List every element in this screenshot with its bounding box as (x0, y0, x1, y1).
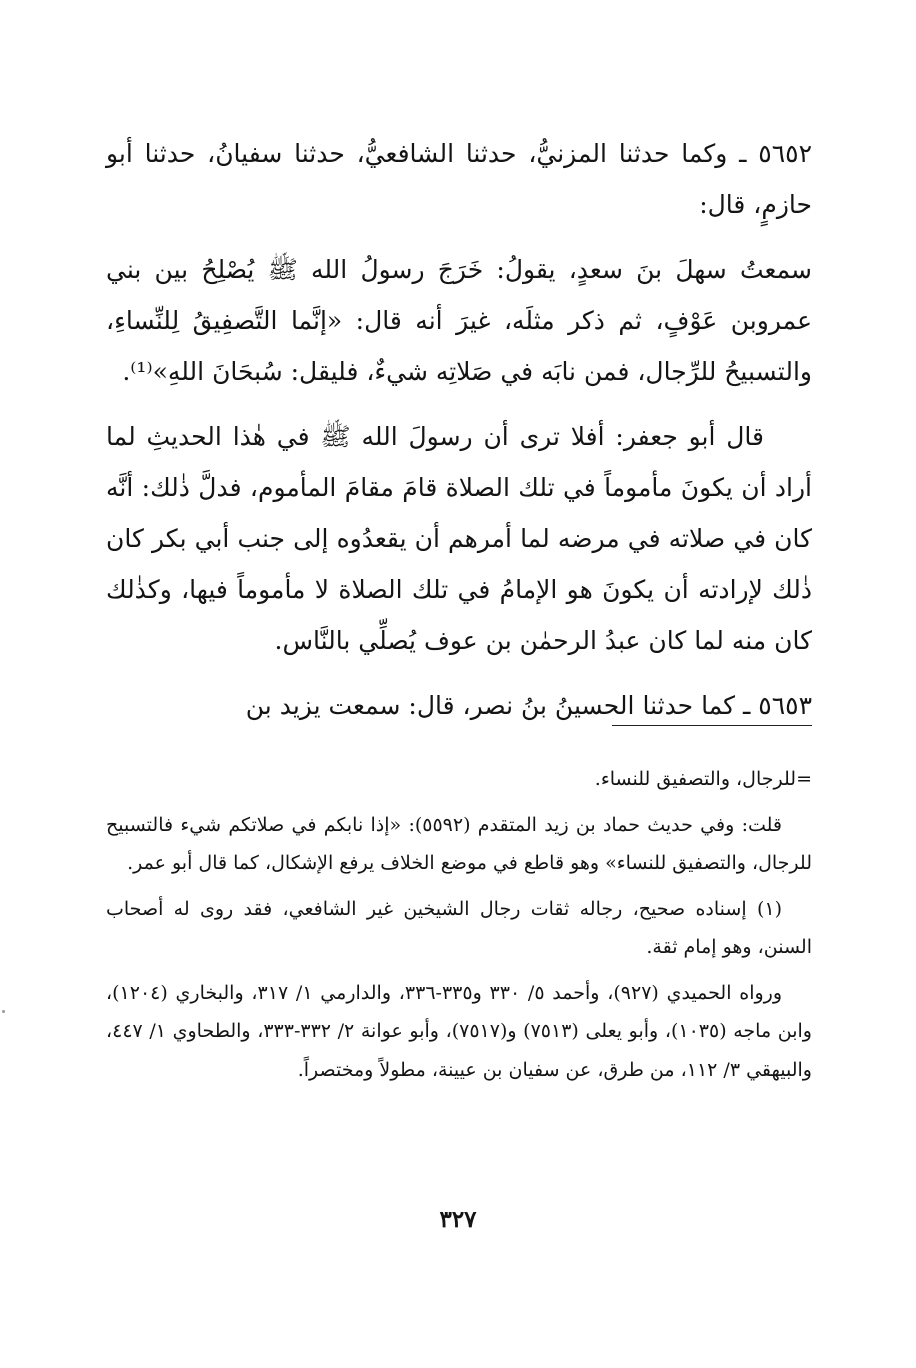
scan-speck (2, 1010, 5, 1013)
main-text (106, 128, 812, 745)
hadith-5652-matn: سمعتُ سهلَ بنَ سعدٍ، يقولُ: خَرَجَ رسولُ الله ﷺ يُصْلِحُ بين بني عمروبن عَوْفٍ، ثم ذكر مثلَه، غيرَ أنه قال: «إنَّما التَّصفِيقُ لِلنِّساءِ، والتسبيحُ للرِّجال، فمن نابَه في صَلاتِه شيءٌ، فليقل: سُبحَانَ اللهِ»⁽¹⁾. (106, 255, 812, 386)
footnote-1: (١) إسناده صحيح، رجاله ثقات رجال الشيخين غير الشافعي، فقد روى له أصحاب السنن، وهو إمام ثقة. (106, 897, 812, 958)
hadith-5652-isnad: ٥٦٥٢ ـ وكما حدثنا المزنيُّ، حدثنا الشافعيُّ، حدثنا سفيانُ، حدثنا أبو حازمٍ، قال: (106, 139, 812, 219)
page-number: ٣٢٧ (439, 1206, 477, 1233)
footnotes (106, 760, 812, 1096)
footnote-remark: قلت: وفي حديث حماد بن زيد المتقدم (٥٥٩٢): «إذا نابكم في صلاتكم شيء فالتسبيح للرجال، والتصفيق للنساء» وهو قاطع في موضع الخلاف يرفع الإشكال، كما قال أبو عمر. (106, 813, 812, 874)
footnote-1-sources: ورواه الحميدي (٩٢٧)، وأحمد ٥/ ٣٣٠ و٣٣٥-٣٣٦، والدارمي ١/ ٣١٧، والبخاري (١٢٠٤)، وابن ماجه (١٠٣٥)، وأبو يعلى (٧٥١٣) و(٧٥١٧)، وأبو عوانة ٢/ ٣٣٢-٣٣٣، والطحاوي ١/ ٤٤٧، والبيهقي ٣/ ١١٢، من طرق، عن سفيان بن عيينة، مطولاً ومختصراً. (106, 981, 812, 1081)
footnote-separator (612, 725, 812, 726)
footnote-continuation: =للرجال، والتصفيق للنساء. (594, 768, 812, 790)
hadith-5653-isnad: ٥٦٥٣ ـ كما حدثنا الحسينُ بنُ نصر، قال: سمعت يزيد بن (245, 691, 812, 720)
abu-jafar-commentary: قال أبو جعفر: أفلا ترى أن رسولَ الله ﷺ في هٰذا الحديثِ لما أراد أن يكونَ مأموماً في تلك الصلاة قامَ مقامَ المأموم، فدلَّ ذٰلك: أنَّه كان في صلاته في مرضه لما أمرهم أن يقعدُوه إلى جنب أبي بكر كان ذٰلك لإرادته أن يكونَ هو الإمامُ في تلك الصلاة لا مأموماً فيها، وكذٰلك كان منه لما كان عبدُ الرحمٰن بن عوف يُصلِّي بالنَّاس. (106, 422, 812, 655)
